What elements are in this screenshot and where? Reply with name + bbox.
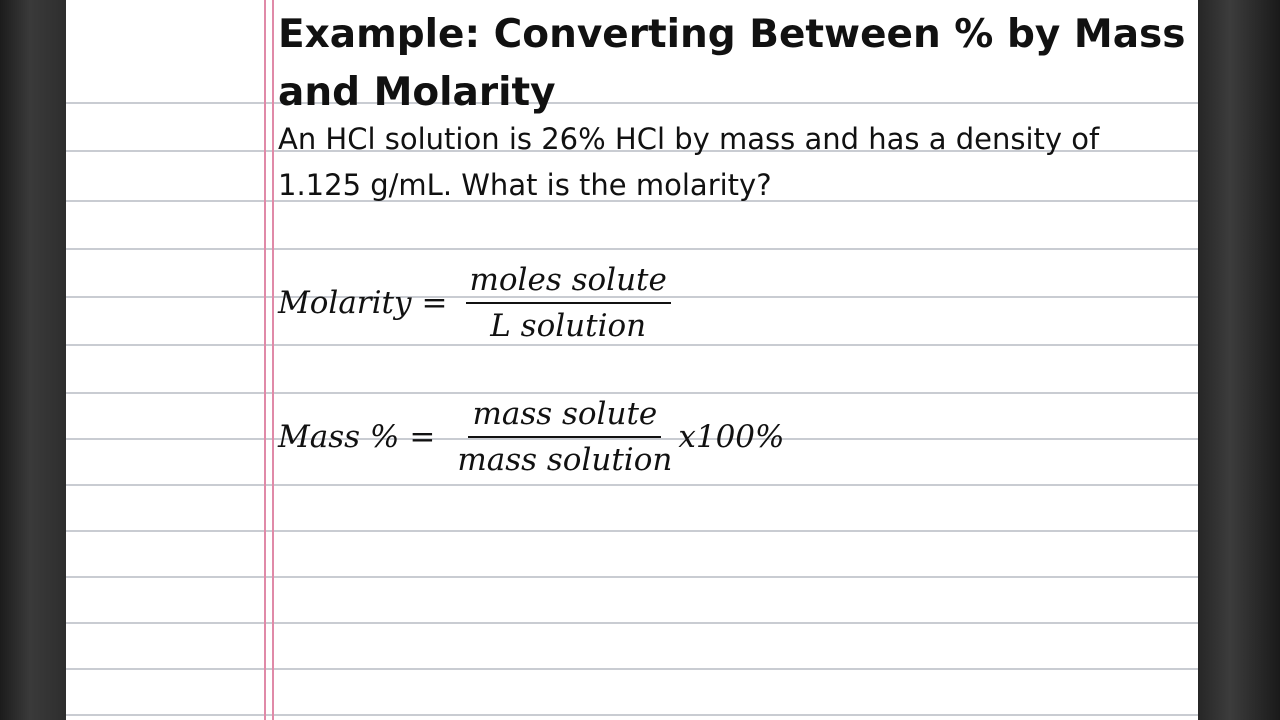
ruled-line: [66, 530, 1198, 532]
problem-statement: An HCl solution is 26% HCl by mass and has a density of 1.125 g/mL. What is the molarity?: [278, 122, 1100, 202]
margin-line: [272, 0, 274, 720]
molarity-equation: [278, 258, 673, 348]
equation-lhs: Mass %: [278, 419, 400, 455]
ruled-line: [66, 248, 1198, 250]
fraction-denominator: L solution: [490, 308, 647, 344]
ruled-line: [66, 576, 1198, 578]
mass-percent-equation: [278, 392, 784, 482]
ruled-line: [66, 622, 1198, 624]
margin-line: [264, 0, 266, 720]
equation-suffix: x100%: [678, 419, 785, 455]
ruled-line: [66, 714, 1198, 716]
ruled-line: [66, 668, 1198, 670]
notebook-paper: [66, 0, 1198, 720]
fraction-numerator: mass solute: [468, 392, 661, 438]
slide-title: Example: Converting Between % by Mass and Molarity: [278, 12, 1186, 115]
equals-sign: =: [409, 419, 436, 455]
equation-lhs: Molarity: [278, 285, 412, 321]
equals-sign: =: [421, 285, 448, 321]
fraction-numerator: moles solute: [466, 258, 671, 304]
ruled-line: [66, 484, 1198, 486]
fraction: [453, 392, 676, 482]
fraction-denominator: mass solution: [457, 442, 673, 478]
fraction: [466, 258, 671, 348]
